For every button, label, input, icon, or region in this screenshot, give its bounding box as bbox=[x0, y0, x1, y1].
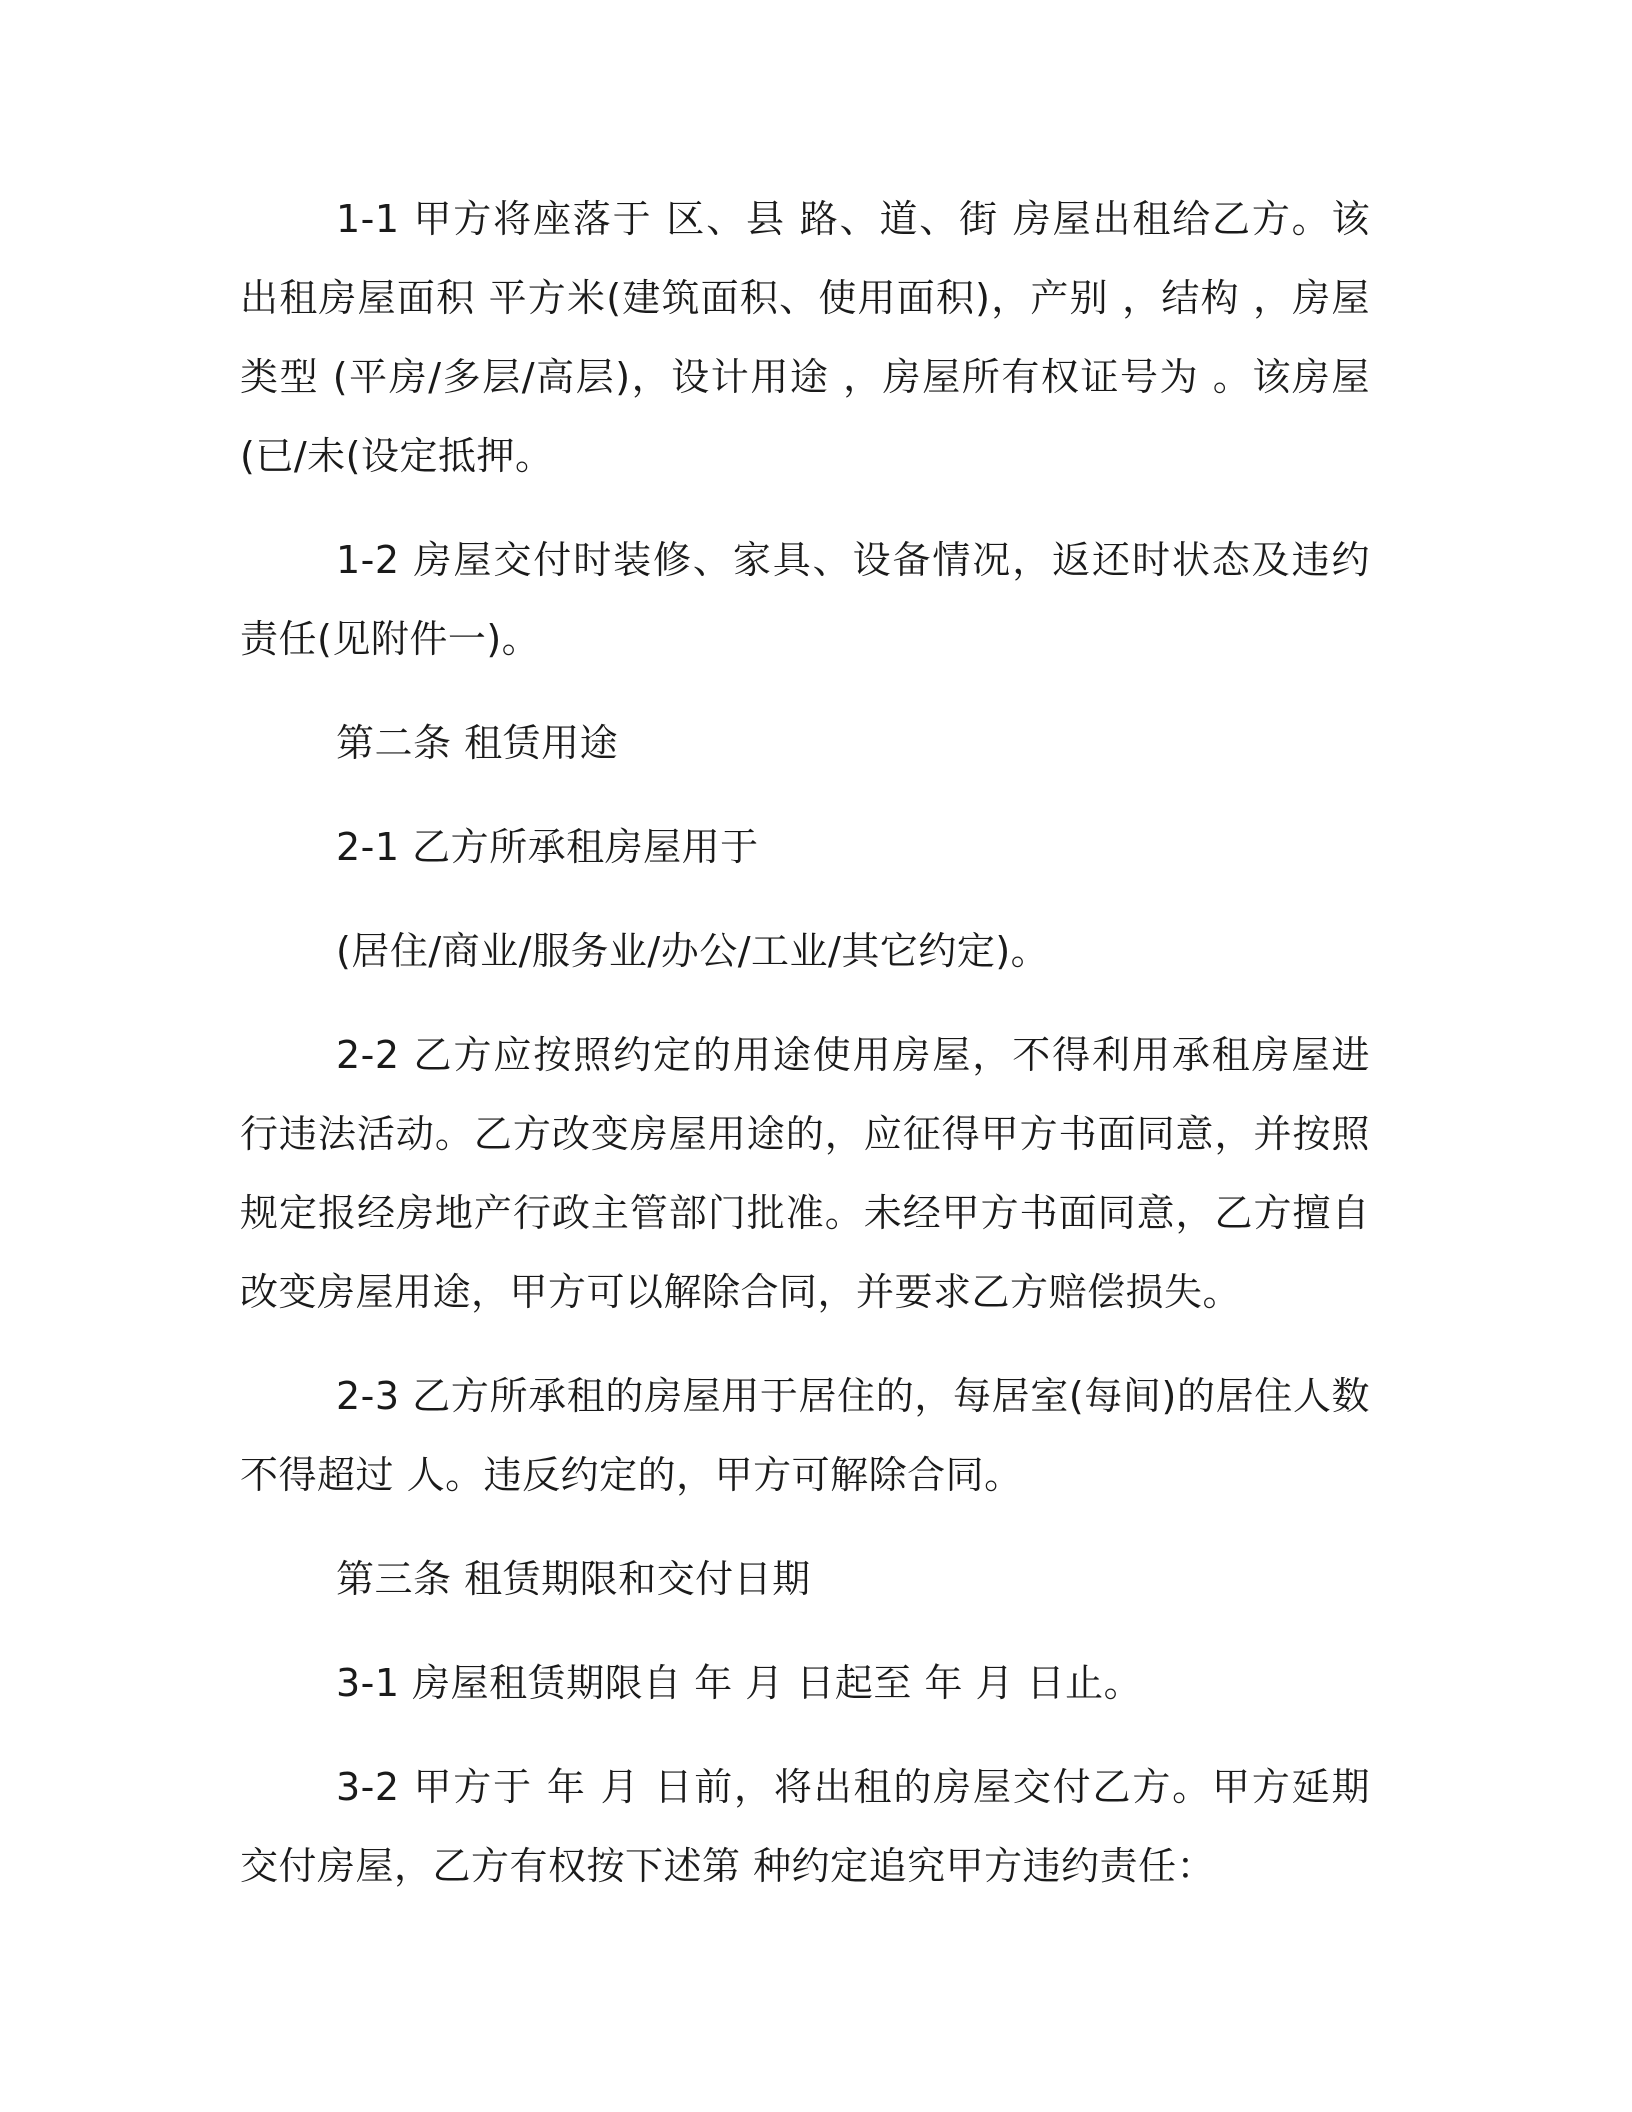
document-body bbox=[240, 180, 1370, 1931]
clause-2-2: 2-2 乙方应按照约定的用途使用房屋，不得利用承租房屋进行违法活动。乙方改变房屋用途的，应征得甲方书面同意，并按照规定报经房地产行政主管部门批准。未经甲方书面同意，乙方擅自改变房屋用途，甲方可以解除合同，并要求乙方赔偿损失。 bbox=[240, 1033, 1370, 1314]
article-3-heading: 第三条 租赁期限和交付日期 bbox=[336, 1557, 811, 1601]
article-2-heading: 第二条 租赁用途 bbox=[336, 721, 619, 765]
clause-2-1-options: (居住/商业/服务业/办公/工业/其它约定)。 bbox=[336, 929, 1050, 973]
clause-1-2: 1-2 房屋交付时装修、家具、设备情况，返还时状态及违约责任(见附件一)。 bbox=[240, 538, 1370, 661]
clause-1-1: 1-1 甲方将座落于 区、县 路、道、街 房屋出租给乙方。该出租房屋面积 平方米(建筑面积、使用面积)，产别 ，结构 ，房屋类型 (平房/多层/高层)，设计用途 ，房屋所有权证号为 。该房屋 (已/未(设定抵押。 bbox=[240, 197, 1370, 478]
clause-2-3: 2-3 乙方所承租的房屋用于居住的，每居室(每间)的居住人数不得超过 人。违反约定的，甲方可解除合同。 bbox=[240, 1374, 1370, 1497]
clause-3-1: 3-1 房屋租赁期限自 年 月 日起至 年 月 日止。 bbox=[336, 1661, 1143, 1705]
clause-3-2: 3-2 甲方于 年 月 日前，将出租的房屋交付乙方。甲方延期交付房屋，乙方有权按下述第 种约定追究甲方违约责任： bbox=[240, 1765, 1370, 1888]
clause-2-1: 2-1 乙方所承租房屋用于 bbox=[336, 825, 759, 869]
